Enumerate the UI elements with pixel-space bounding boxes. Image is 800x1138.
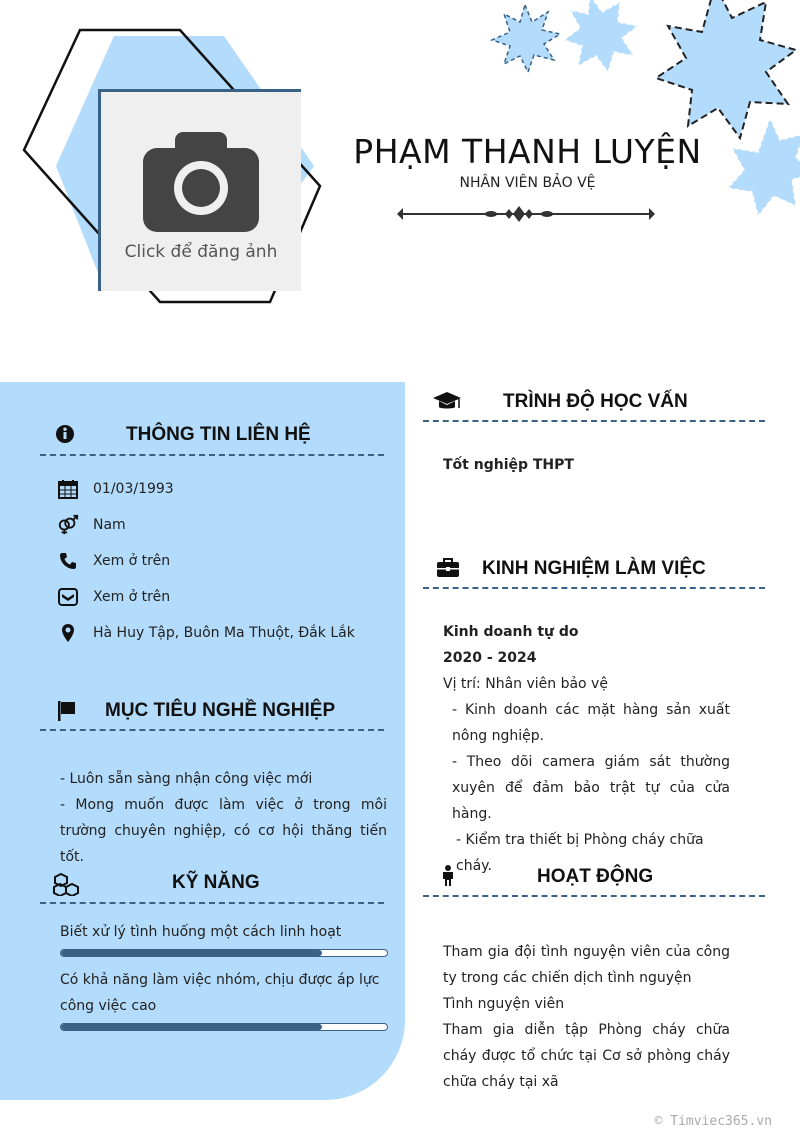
camera-icon [141,130,261,234]
contact-dob-value: 01/03/1993 [93,481,174,497]
education-divider [423,420,765,422]
skill-bar-fill [61,1024,322,1030]
objective-line: - Mong muốn được làm việc ở trong môi trường chuyên nghiệp, có cơ hội thăng tiến tốt. [60,797,387,865]
contact-gender-value: Nam [93,517,126,533]
objective-text [60,766,387,870]
skill-name: Biết xử lý tình huống một cách linh hoạt [60,924,342,940]
contact-email-value: Xem ở trên [93,589,171,605]
phone-icon [57,550,79,572]
experience-bullet: - Kiểm tra thiết bị Phòng cháy chữa cháy. [456,832,704,874]
skills-section-title: KỸ NĂNG [172,872,260,893]
ornament-divider [395,203,657,225]
activity-line: Tham gia diễn tập Phòng cháy chữa cháy được tổ chức tại Cơ sở phòng cháy chữa cháy tại xã [443,1022,730,1090]
contact-address [57,622,355,644]
upload-photo-button[interactable] [98,89,301,291]
graduation-cap-icon [432,391,462,413]
photo-upload-label: Click để đăng ảnh [124,241,278,262]
contact-section-header [55,424,75,444]
contact-section-title: THÔNG TIN LIÊN HỆ [126,424,311,445]
cubes-icon [52,872,80,896]
email-icon [57,586,79,608]
photo-frame [20,26,330,306]
activities-divider [423,895,765,897]
skill-bar [60,949,388,957]
calendar-icon [57,478,79,500]
activities-section-title: HOẠT ĐỘNG [537,866,654,887]
person-icon [441,865,455,887]
briefcase-icon [436,558,460,578]
candidate-position: NHÂN VIÊN BẢO VỆ [459,175,596,191]
activities-text [443,939,730,1095]
objective-section-title: MỤC TIÊU NGHỀ NGHIỆP [105,700,336,721]
gender-icon [57,514,79,536]
skills-divider [40,902,384,904]
experience-company: Kinh doanh tự do [443,624,579,640]
contact-divider [40,454,384,456]
experience-bullet: - Theo dõi camera giám sát thường xuyên để đảm bảo trật tự của cửa hàng. [452,754,730,822]
decorative-stars [470,0,800,230]
experience-divider [423,587,765,589]
contact-dob [57,478,174,500]
contact-phone-value: Xem ở trên [93,553,171,569]
candidate-name: PHẠM THANH LUYỆN [353,132,702,171]
contact-gender [57,514,126,536]
experience-bullet: - Kinh doanh các mặt hàng sản xuất nông nghiệp. [452,702,730,744]
objective-line: - Luôn sẵn sàng nhận công việc mới [60,771,313,787]
skill-bar-fill [61,950,322,956]
activity-line: Tình nguyện viên [443,996,565,1012]
experience-section-title: KINH NGHIỆM LÀM VIỆC [482,558,706,579]
skill-bar [60,1023,388,1031]
contact-address-value: Hà Huy Tập, Buôn Ma Thuột, Đắk Lắk [93,625,355,641]
experience-period: 2020 - 2024 [443,650,537,666]
objective-divider [40,729,384,731]
experience-entry [443,619,730,879]
location-icon [57,622,79,644]
footer-watermark: © Timviec365.vn [654,1114,772,1129]
info-icon [55,424,75,444]
skill-name: Có khả năng làm việc nhóm, chịu được áp lực công việc cao [60,972,380,1014]
flag-icon [57,700,77,722]
experience-role: Vị trí: Nhân viên bảo vệ [443,676,608,692]
contact-phone [57,550,170,572]
education-degree: Tốt nghiệp THPT [443,457,574,473]
contact-email [57,586,170,608]
activity-line: Tham gia đội tình nguyện viên của công ty trong các chiến dịch tình nguyện [443,944,730,986]
education-section-title: TRÌNH ĐỘ HỌC VẤN [503,391,688,412]
